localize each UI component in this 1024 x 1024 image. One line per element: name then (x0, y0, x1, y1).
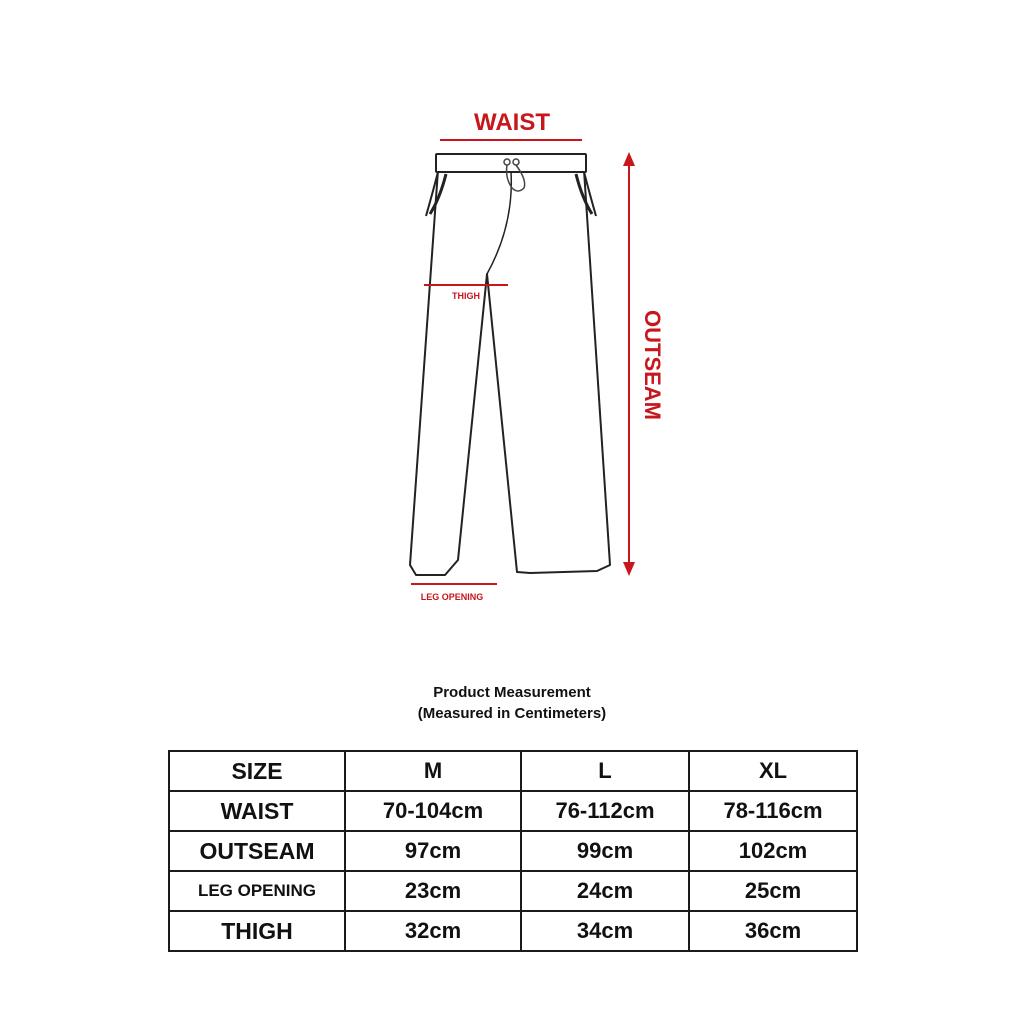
row-label: OUTSEAM (169, 831, 345, 871)
size-table (168, 750, 858, 952)
table-cell: 32cm (345, 911, 521, 951)
heading-line-2: (Measured in Centimeters) (417, 705, 607, 722)
waist-label: WAIST (474, 109, 550, 136)
table-row (169, 791, 857, 831)
header-m: M (345, 751, 521, 791)
table-cell: 23cm (345, 871, 521, 911)
table-row (169, 831, 857, 871)
header-xl: XL (689, 751, 857, 791)
row-label: WAIST (169, 791, 345, 831)
thigh-label: THIGH (452, 291, 480, 301)
table-cell: 78-116cm (689, 791, 857, 831)
table-cell: 76-112cm (521, 791, 689, 831)
table-cell: 99cm (521, 831, 689, 871)
row-label: LEG OPENING (169, 871, 345, 911)
pants-outline (410, 154, 610, 575)
outseam-arrow-up (623, 152, 635, 166)
table-row (169, 871, 857, 911)
table-cell: 70-104cm (345, 791, 521, 831)
waistband (436, 154, 586, 172)
table-heading (0, 682, 1024, 724)
table-cell: 25cm (689, 871, 857, 911)
table-cell: 36cm (689, 911, 857, 951)
pants-body (410, 170, 610, 575)
row-label: THIGH (169, 911, 345, 951)
table-row (169, 911, 857, 951)
heading-line-1: Product Measurement (433, 684, 591, 701)
table-cell: 34cm (521, 911, 689, 951)
outseam-label: OUTSEAM (640, 310, 665, 420)
table-cell: 97cm (345, 831, 521, 871)
table-cell: 102cm (689, 831, 857, 871)
table-cell: 24cm (521, 871, 689, 911)
header-l: L (521, 751, 689, 791)
header-size: SIZE (169, 751, 345, 791)
table-header-row (169, 751, 857, 791)
outseam-arrow-down (623, 562, 635, 576)
leg-opening-label: LEG OPENING (420, 592, 484, 602)
